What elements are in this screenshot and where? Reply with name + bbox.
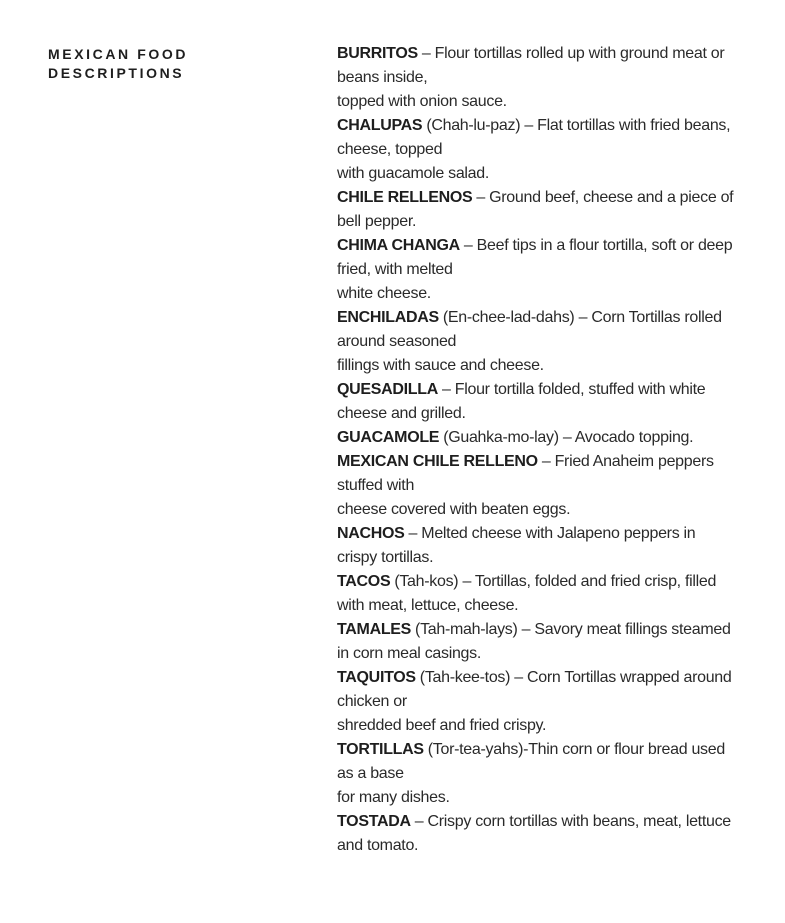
food-description: (Tah-kee-tos) – Corn Tortillas wrapped around chicken or bbox=[337, 669, 732, 710]
food-name: ENCHILADAS bbox=[337, 309, 439, 326]
food-name: BURRITOS bbox=[337, 45, 418, 62]
food-item bbox=[337, 810, 737, 858]
food-item bbox=[337, 186, 737, 234]
section-title bbox=[48, 45, 188, 83]
food-name: TOSTADA bbox=[337, 813, 411, 830]
food-item bbox=[337, 114, 737, 186]
food-description: fillings with sauce and cheese. bbox=[337, 357, 544, 374]
food-description: (Tah-kos) – Tortillas, folded and fried crisp, filled with meat, lettuce, cheese. bbox=[337, 573, 717, 614]
food-name: CHALUPAS bbox=[337, 117, 423, 134]
section-title-line: MEXICAN FOOD bbox=[48, 46, 189, 62]
food-item bbox=[337, 426, 737, 450]
food-description: for many dishes. bbox=[337, 789, 450, 806]
section-title-line: DESCRIPTIONS bbox=[48, 65, 185, 81]
food-description: (Tor-tea-yahs)-Thin corn or flour bread used as a base bbox=[337, 741, 725, 782]
food-description: (Tah-mah-lays) – Savory meat fillings steamed in corn meal casings. bbox=[337, 621, 731, 662]
food-item bbox=[337, 618, 737, 666]
food-name: NACHOS bbox=[337, 525, 405, 542]
food-name: TACOS bbox=[337, 573, 391, 590]
food-item bbox=[337, 378, 737, 426]
food-description: – Ground beef, cheese and a piece of bell pepper. bbox=[337, 189, 734, 230]
food-description: – Beef tips in a flour tortilla, soft or deep fried, with melted bbox=[337, 237, 733, 278]
food-description: (Chah-lu-paz) – Flat tortillas with fried beans, cheese, topped bbox=[337, 117, 731, 158]
food-description: – Flour tortilla folded, stuffed with white cheese and grilled. bbox=[337, 381, 706, 422]
food-item bbox=[337, 450, 737, 522]
food-item bbox=[337, 522, 737, 570]
food-item bbox=[337, 738, 737, 810]
food-name: GUACAMOLE bbox=[337, 429, 440, 446]
food-name: MEXICAN CHILE RELLENO bbox=[337, 453, 538, 470]
food-description: – Melted cheese with Jalapeno peppers in crispy tortillas. bbox=[337, 525, 696, 566]
food-name: TAQUITOS bbox=[337, 669, 416, 686]
food-item bbox=[337, 666, 737, 738]
food-item bbox=[337, 42, 737, 114]
food-description: – Fried Anaheim peppers stuffed with bbox=[337, 453, 714, 494]
food-name: TORTILLAS bbox=[337, 741, 424, 758]
food-name: QUESADILLA bbox=[337, 381, 439, 398]
food-description: topped with onion sauce. bbox=[337, 93, 507, 110]
food-description: with guacamole salad. bbox=[337, 165, 490, 182]
food-description-list bbox=[337, 42, 737, 858]
food-description: cheese covered with beaten eggs. bbox=[337, 501, 571, 518]
food-item bbox=[337, 570, 737, 618]
food-description: – Crispy corn tortillas with beans, meat, lettuce and tomato. bbox=[337, 813, 731, 854]
food-name: TAMALES bbox=[337, 621, 412, 638]
food-description: (Guahka-mo-lay) – Avocado topping. bbox=[443, 429, 694, 446]
food-description: (En-chee-lad-dahs) – Corn Tortillas rolled around seasoned bbox=[337, 309, 722, 350]
food-item bbox=[337, 306, 737, 378]
food-description: white cheese. bbox=[337, 285, 431, 302]
food-description: – Flour tortillas rolled up with ground meat or beans inside, bbox=[337, 45, 725, 86]
food-name: CHIMA CHANGA bbox=[337, 237, 460, 254]
food-item bbox=[337, 234, 737, 306]
food-name: CHILE RELLENOS bbox=[337, 189, 473, 206]
food-description: shredded beef and fried crispy. bbox=[337, 717, 547, 734]
